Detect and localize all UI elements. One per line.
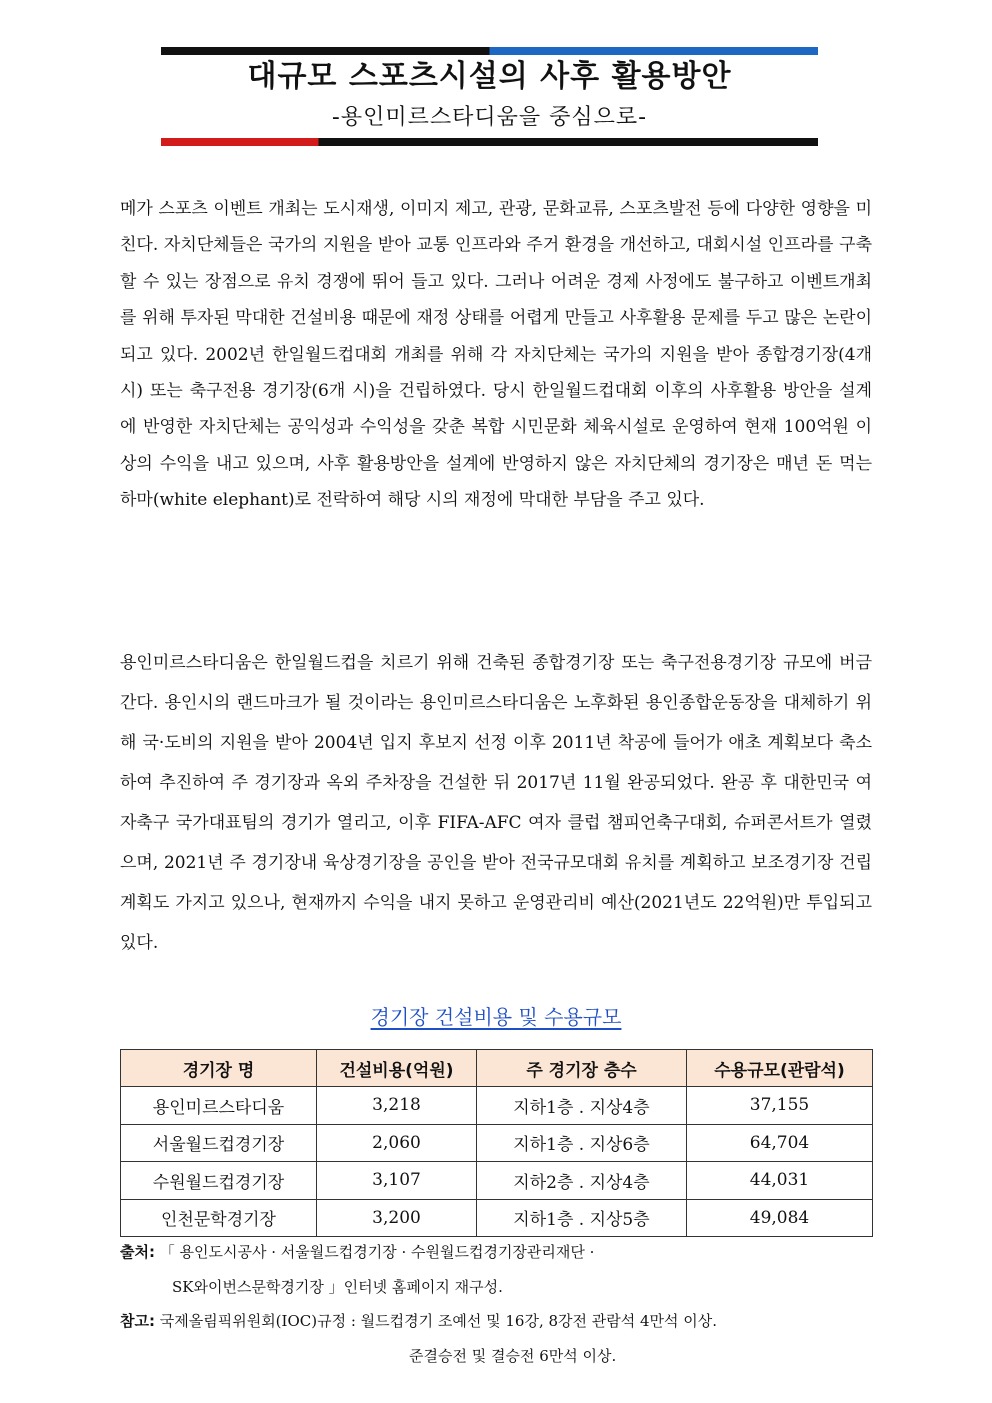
table-cell: 2,060: [317, 1124, 477, 1162]
body-paragraph-2: 용인미르스타디움은 한일월드컵을 치르기 위해 건축된 종합경기장 또는 축구전용경기장 규모에 버금간다. 용인시의 랜드마크가 될 것이라는 용인미르스타디움은 노후화된 용인종합운동장을 대체하기 위해 국·도비의 지원을 받아 2004년 입지 후보지 선정 이후 2011년 착공에 들어가 애초 계획보다 축소하여 추진하여 주 경기장과 옥외 주차장을 건설한 뒤 2017년 11월 완공되었다. 완공 후 대한민국 여자축구 국가대표팀의 경기가 열리고, 이후 FIFA-AFC 여자 클럽 챔피언축구대회, 슈퍼콘서트가 열렸으며, 2021년 주 경기장내 육상경기장을 공인을 받아 전국규모대회 유치를 계획하고 보조경기장 건립 계획도 가지고 있으나, 현재까지 수익을 내지 못하고 운영관리비 예산(2021년도 22억원)만 투입되고 있다.: [120, 653, 872, 953]
table-row: [121, 1199, 873, 1237]
title-rule-top: [161, 47, 818, 55]
reference-line-1: 국제올림픽위원회(IOC)규정 : 월드컵경기 조예선 및 16강, 8강전 관람석 4만석 이상.: [159, 1312, 718, 1330]
column-header: 경기장 명: [121, 1050, 317, 1087]
table-cell: 3,200: [317, 1199, 477, 1237]
stadium-table: [120, 1049, 873, 1237]
table-row: [121, 1087, 873, 1125]
table-cell: 용인미르스타디움: [121, 1087, 317, 1125]
table-cell: 지하2층 . 지상4층: [477, 1162, 687, 1200]
table-title: 경기장 건설비용 및 수용규모: [370, 1005, 622, 1029]
reference-line-2: 준결승전 및 결승전 6만석 이상.: [409, 1347, 617, 1365]
table-cell: 49,084: [687, 1199, 873, 1237]
table-cell: 37,155: [687, 1087, 873, 1125]
table-cell: 3,107: [317, 1162, 477, 1200]
page-title: 대규모 스포츠시설의 사후 활용방안: [247, 59, 732, 94]
table-row: [121, 1124, 873, 1162]
table-cell: 지하1층 . 지상4층: [477, 1087, 687, 1125]
table-header-row: [121, 1050, 873, 1087]
table-cell: 3,218: [317, 1087, 477, 1125]
source-note: [120, 1242, 594, 1262]
title-rule-bottom: [161, 138, 818, 146]
column-header: 주 경기장 층수: [477, 1050, 687, 1087]
reference-label: 참고:: [120, 1312, 155, 1330]
table-cell: 64,704: [687, 1124, 873, 1162]
page-subtitle: -용인미르스타디움을 중심으로-: [331, 105, 648, 130]
table-cell: 서울월드컵경기장: [121, 1124, 317, 1162]
title-block: [161, 47, 818, 147]
table-cell: 인천문학경기장: [121, 1199, 317, 1237]
table-cell: 지하1층 . 지상5층: [477, 1199, 687, 1237]
column-header: 수용규모(관람석): [687, 1050, 873, 1087]
table-row: [121, 1162, 873, 1200]
table-cell: 수원월드컵경기장: [121, 1162, 317, 1200]
source-label: 출처:: [120, 1243, 155, 1261]
source-line-1: 「 용인도시공사 · 서울월드컵경기장 · 수원월드컵경기장관리재단 ·: [159, 1243, 595, 1261]
reference-note: [120, 1311, 717, 1331]
source-line-2: SK와이번스문학경기장 」인터넷 홈페이지 재구성.: [172, 1278, 503, 1296]
table-cell: 지하1층 . 지상6층: [477, 1124, 687, 1162]
table-cell: 44,031: [687, 1162, 873, 1200]
column-header: 건설비용(억원): [317, 1050, 477, 1087]
body-paragraph-1: 메가 스포츠 이벤트 개최는 도시재생, 이미지 제고, 관광, 문화교류, 스포츠발전 등에 다양한 영향을 미친다. 자치단체들은 국가의 지원을 받아 교통 인프라와 주거 환경을 개선하고, 대회시설 인프라를 구축할 수 있는 장점으로 유치 경쟁에 뛰어 들고 있다. 그러나 어려운 경제 사정에도 불구하고 이벤트개최를 위해 투자된 막대한 건설비용 때문에 재정 상태를 어렵게 만들고 사후활용 문제를 두고 많은 논란이 되고 있다. 2002년 한일월드컵대회 개최를 위해 각 자치단체는 국가의 지원을 받아 종합경기장(4개 시) 또는 축구전용 경기장(6개 시)을 건립하였다. 당시 한일월드컵대회 이후의 사후활용 방안을 설계에 반영한 자치단체는 공익성과 수익성을 갖춘 복합 시민문화 체육시설로 운영하여 현재 100억원 이상의 수익을 내고 있으며, 사후 활용방안을 설계에 반영하지 않은 자치단체의 경기장은 매년 돈 먹는 하마(white elephant)로 전락하여 해당 시의 재정에 막대한 부담을 주고 있다.: [120, 199, 872, 511]
